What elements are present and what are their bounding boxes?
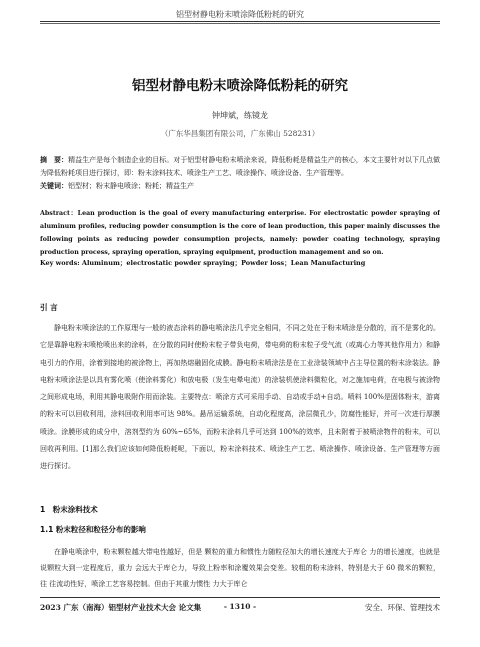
keywords-cn-text: 铝型材；粉末静电喷涂；粉耗；精益生产 [68,182,194,190]
abstract-en-text: Lean production is the goal of every manufacturing enterprise. For electrostatic powder spraying of aluminum profiles, reducing powder consumption is the core of lean production, this paper mainly discusses the following points as reducing powder consumption projects, namely: powder coating technology, spraying production process, spraying operation, spraying equipment, production management and so on. [40,210,440,256]
abstract-cn [40,154,440,182]
footer-rule [40,597,440,598]
paper-authors: 钟坤斌，练镜龙 [212,111,268,120]
keywords-en [40,257,440,270]
subsection-heading-1-1: 1.1 粉末粒径和粒径分布的影响 [40,525,146,534]
abstract-en [40,207,440,260]
abstract-cn-text: 精益生产是每个制造企业的目标。对于铝型材静电粉末喷涂来说，降低粉耗是精益生产的核心，本文主要针对以下几点做为降低粉耗项目进行探讨，即：粉末涂料技术、喷涂生产工艺、喷涂操作、喷涂设备、生产管理等。 [40,156,440,177]
paper-affiliation: （广东华昌集团有限公司，广东佛山 528231） [160,129,320,138]
section-heading-intro: 引 言 [40,303,58,312]
running-header: 铝型材静电粉末喷涂降低粉耗的研究 [176,10,304,19]
footer-proceedings: 2023 广东（南海）铝型材产业技术大会 论文集 [40,603,202,612]
keywords-cn [40,180,440,193]
header-rule-thin [40,23,440,24]
section-heading-1: 1 粉末涂料技术 [40,505,98,514]
intro-paragraph: 静电粉末喷涂法的工作原理与一般的液态涂料的静电喷涂法几乎完全相同，不同之处在于粉末喷涂是分散的，而不是雾化的。它是靠静电粉末喷枪喷出来的涂料，在分散的同时使粉末粒子带负电荷，带电荷的粉末粒子受气流（或离心力等其他作用力）和静电引力的作用，涂着到接地的被涂物上，再加热熔融固化成膜。静电粉末喷涂法是在工业涂装领域中占主导位置的粉末涂装法。静电粉末喷涂法是以具有雾化喷（使涂料雾化）和放电极（发生电晕电流）的涂装机使涂料微粒化，对之施加电荷，在电极与被涂物之间形成电场，利用其静电吸附作用而涂装。主要特点：喷涂方式可采用手动、自动或手动+自动。喷料 100%是固体粉末，游离的粉末可以回收利用，涂料回收利用率可达 98%。悬吊运输系统，自动化程度高，涂层微孔少，防腐性能好，并可一次进行厚膜喷涂。涂膜形成的成分中，溶剂型约为 60%~65%，而粉末涂料几乎可达到 100%的效率，且未附着于被喷涂物件的粉末，可以回收再利用。[1]那么我们应该如何降低粉耗呢，下面以，粉末涂料技术、喷涂生产工艺、喷涂操作、喷涂设备、生产管理等方面进行探讨。 [40,324,440,471]
abstract-cn-label: 摘 要： [40,156,69,164]
footer-section: 安全、环保、管理技术 [365,603,440,612]
keywords-cn-label: 关键词： [40,182,68,190]
footer-page-number: - 1310 - [223,602,257,611]
keywords-en-label: Key words: [40,259,80,267]
abstract-en-label: Abstract： [40,210,78,217]
paper-title: 铝型材静电粉末喷涂降低粉耗的研究 [132,78,348,94]
subsection-paragraph-1-1: 在静电喷涂中，粉末颗粒越大带电性越好，但是 颗粒的重力和惯性力随粒径加大的增长速度大于库仑 力的增长速度，也就是说颗粒大到一定程度后，重力 会远大于库仑力，导致上粉率和涂覆效果会变差。较粗的粉末涂料，特别是大于 60 微米的颗粒，往 往流动性好，喷涂工艺容易控制。但由于其重力惯性 力大于库仑 [40,548,440,588]
header-rule [40,21,440,22]
keywords-en-text: Aluminum；electrostatic powder spraying；Powder loss；Lean Manufacturing [81,259,366,267]
